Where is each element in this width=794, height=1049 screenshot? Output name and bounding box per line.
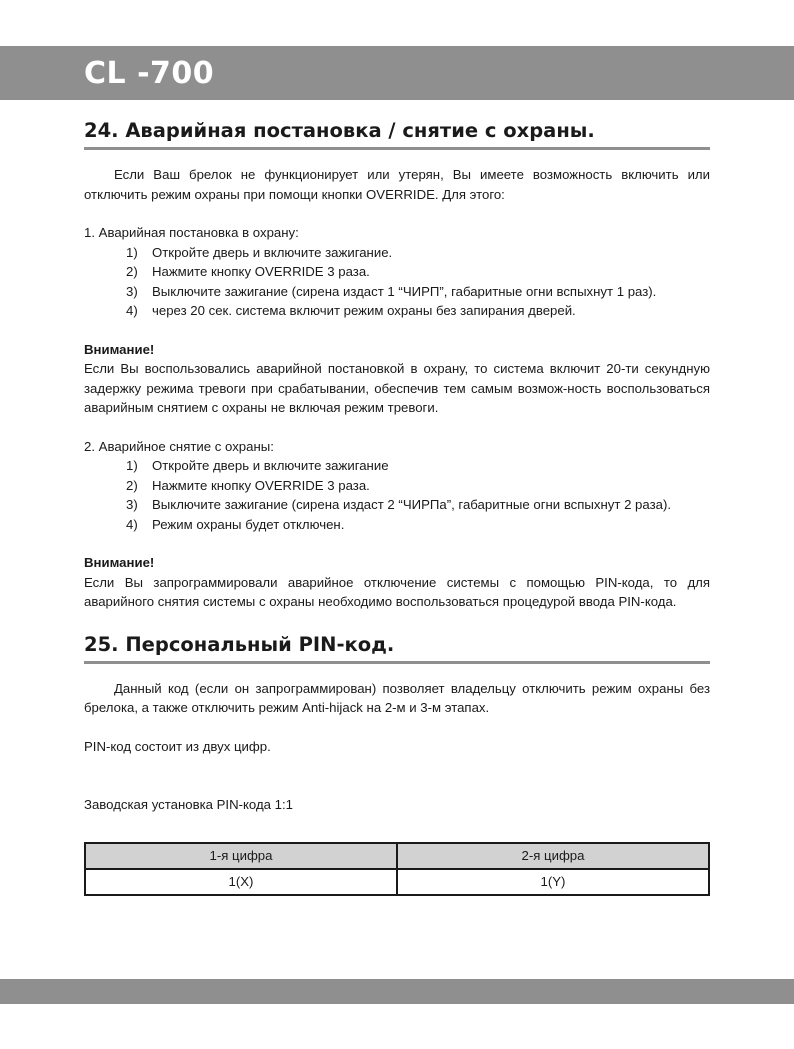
list-1 xyxy=(84,243,710,321)
footer-bar xyxy=(0,979,794,1004)
section-25-intro: Данный код (если он запрограммирован) позволяет владельцу отключить режим охраны без брелока, а также отключить режим Anti-hijack на 2-м и 3-м этапах. xyxy=(84,680,710,715)
warning-1-text: Если Вы воспользовались аварийной постановкой в охрану, то система включит 20-ти секундную задержку режима тревоги при срабатывании, обеспечив тем самым возмож-ность воспользоваться аварийным снятием с охраны не включая режим тревоги. xyxy=(84,361,710,415)
pin-table-cell-1: 1(X) xyxy=(85,869,397,895)
list-item: 1) Откройте дверь и включите зажигание. xyxy=(126,244,393,260)
table-row xyxy=(85,869,709,895)
warning-2-title: Внимание! xyxy=(84,555,155,570)
list-1-heading: 1. Аварийная постановка в охрану: xyxy=(84,225,299,240)
section-24-title: 24. Аварийная постановка / снятие с охраны. xyxy=(84,118,710,150)
list-2-heading: 2. Аварийное снятие с охраны: xyxy=(84,438,274,454)
pin-table-header-1: 1-я цифра xyxy=(85,843,397,869)
section-25-title: 25. Персональный PIN-код. xyxy=(84,632,710,664)
pin-table-header-2: 2-я цифра xyxy=(397,843,709,869)
warning-2-text: Если Вы запрограммировали аварийное отключение системы с помощью PIN-кода, то для аварийного снятия системы с охраны необходимо воспользоваться процедурой ввода PIN-кода. xyxy=(84,574,710,609)
list-item: 3) Выключите зажигание (сирена издаст 1 “ЧИРП”, габаритные огни вспыхнут 1 раз). xyxy=(126,283,657,299)
header-title: CL -700 xyxy=(84,56,215,91)
page-content xyxy=(84,118,710,896)
list-item: 3) Выключите зажигание (сирена издаст 2 “ЧИРПа”, габаритные огни вспыхнут 2 раза). xyxy=(126,497,672,512)
section-24-intro: Если Ваш брелок не функционирует или утерян, Вы имеете возможность включить или отключить режим охраны при помощи кнопки OVERRIDE. Для этого: xyxy=(84,167,710,202)
list-item: 2) Нажмите кнопку OVERRIDE 3 раза. xyxy=(126,264,370,279)
pin-table-cell-2: 1(Y) xyxy=(397,869,709,895)
list-item: 2) Нажмите кнопку OVERRIDE 3 раза. xyxy=(126,477,370,493)
header-bar xyxy=(0,46,794,100)
list-2 xyxy=(84,456,710,534)
list-item: 4) Режим охраны будет отключен. xyxy=(126,516,345,532)
pin-table xyxy=(84,842,710,896)
pin-composition: PIN-код состоит из двух цифр. xyxy=(84,738,271,754)
list-item: 1) Откройте дверь и включите зажигание xyxy=(126,458,389,473)
warning-1-title: Внимание! xyxy=(84,341,155,357)
list-item: 4) через 20 сек. система включит режим охраны без запирания дверей. xyxy=(126,303,576,318)
pin-factory-setting: Заводская установка PIN-кода 1:1 xyxy=(84,797,293,812)
